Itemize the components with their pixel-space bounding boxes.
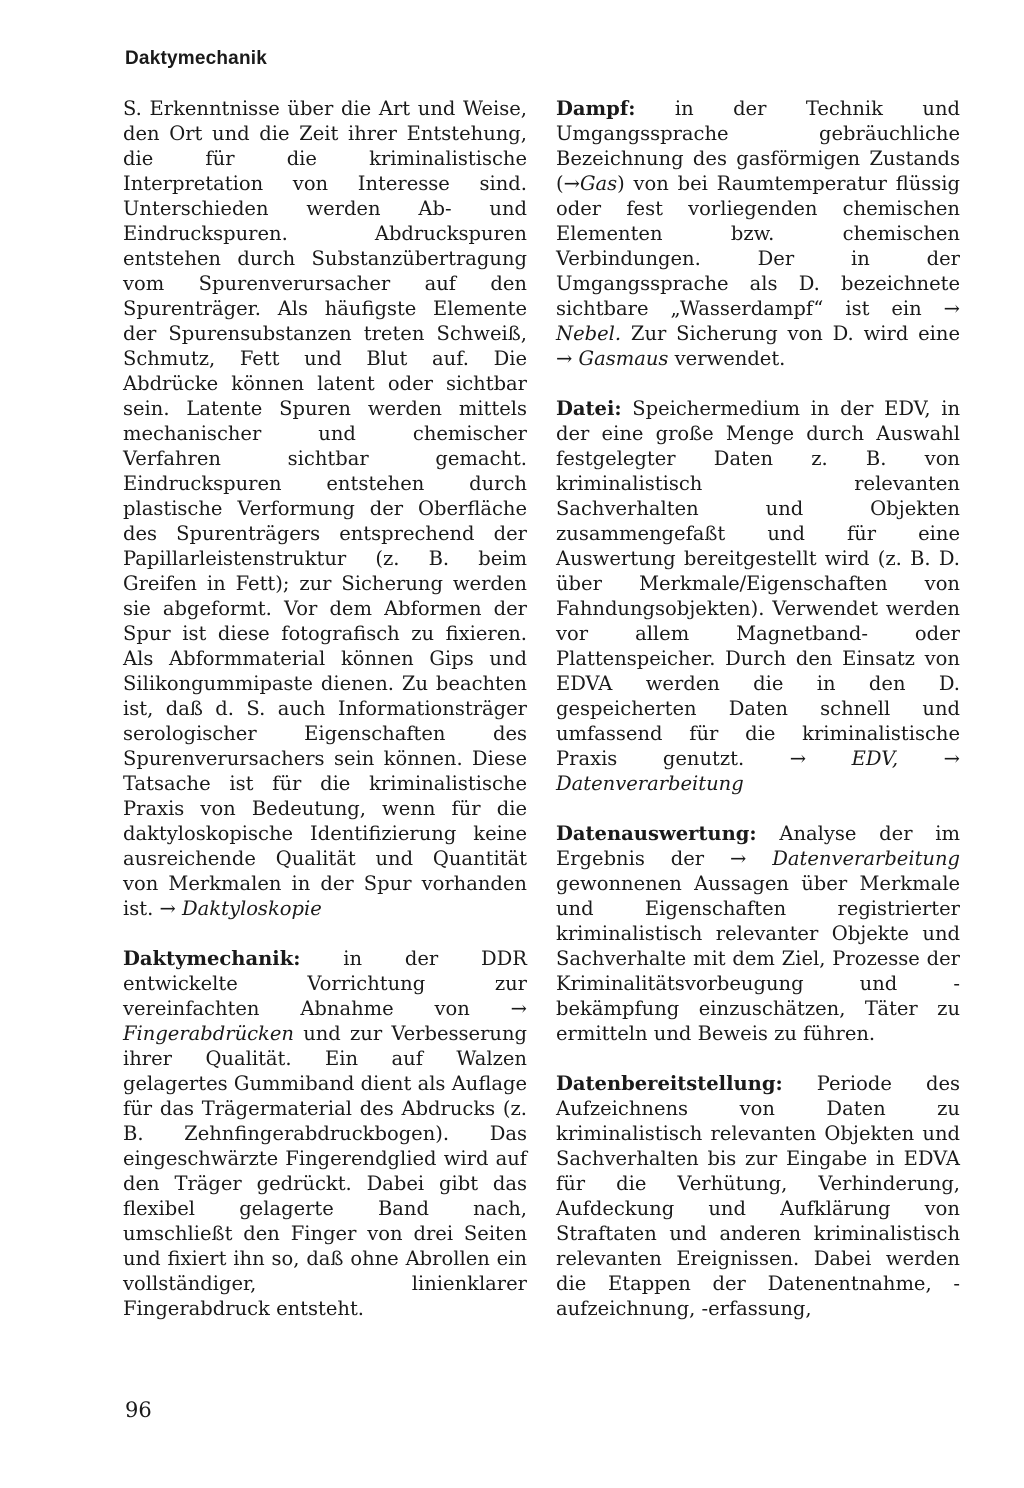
- entry-text: Zur Sicherung von D. wird eine →: [556, 322, 960, 370]
- cross-reference: Fingerabdrücken: [123, 1022, 294, 1045]
- entry-term: Daktymechanik:: [123, 947, 301, 970]
- entry-datenbereitstellung: [556, 1071, 960, 1321]
- cross-reference: Nebel.: [556, 322, 622, 345]
- entry-term: Datei:: [556, 397, 622, 420]
- entry-datei: [556, 396, 960, 796]
- page-number: 96: [125, 1398, 152, 1422]
- entry-text: ) von bei Raumtemperatur flüssig oder fest vorliegenden chemischen Elementen bzw. chemischen Verbindungen. Der in der Umgangssprache als D. bezeichnete sichtbare „Wasserdampf“ ist ein →: [556, 172, 960, 320]
- entry-text: in der DDR entwickelte Vorrichtung zur vereinfachten Abnahme von →: [123, 947, 527, 1020]
- continuation-paragraph: [123, 96, 527, 921]
- left-column: [123, 96, 527, 1321]
- entry-text: Periode des Aufzeichnens von Daten zu kriminalistisch relevanten Objekten und Sachverhalten bis zur Eingabe in EDVA für die Verhütung, Verhinderung, Aufdeckung und Aufklärung von Straftaten und anderen kriminalistisch relevanten Ereignissen. Dabei werden die Etappen der Datenentnahme, -aufzeichnung, -erfassung,: [556, 1072, 960, 1320]
- entry-text: Speichermedium in der EDV, in der eine große Menge durch Auswahl festgelegter Daten z. B. von kriminalistisch relevanten Sachverhalten und Objekten zusammengefaßt und für eine Auswertung bereitgestellt wird (z. B. D. über Merkmale/Eigenschaften von Fahndungsobjekten). Verwendet werden vor allem Magnetband- oder Plattenspeicher. Durch den Einsatz von EDVA werden die in den D. gespeicherten Daten schnell und umfassend für die kriminalistische Praxis genutzt. →: [556, 397, 960, 770]
- cross-reference: Gas: [579, 172, 618, 195]
- cross-reference: EDV,: [851, 747, 899, 770]
- cross-reference: Gasmaus: [578, 347, 669, 370]
- cross-reference: Daktyloskopie: [182, 897, 322, 920]
- cross-reference: Datenverarbeitung: [772, 847, 961, 870]
- entry-text: in der Technik und Umgangssprache gebräuchliche Bezeichnung des gasförmigen Zustands (→: [556, 97, 960, 195]
- entry-datenauswertung: [556, 821, 960, 1046]
- entry-term: Datenauswertung:: [556, 822, 757, 845]
- continuation-text: S. Erkenntnisse über die Art und Weise, den Ort und die Zeit ihrer Entstehung, die für die kriminalistische Interpretation von Interesse sind. Unterschieden werden Ab- und Eindruckspuren. Abdruckspuren entstehen durch Substanzübertragung vom Spurenverursacher auf den Spurenträger. Als häufigste Elemente der Spurensubstanzen treten Schweiß, Schmutz, Fett und Blut auf. Die Abdrücke können latent oder sichtbar sein. Latente Spuren werden mittels mechanischer und chemischer Verfahren sichtbar gemacht. Eindruckspuren entstehen durch plastische Verformung der Oberfläche des Spurenträgers entsprechend der Papillarleistenstruktur (z. B. beim Greifen in Fett); zur Sicherung werden sie abgeformt. Vor dem Abformen der Spur ist diese fotografisch zu fixieren. Als Abformmaterial können Gips und Silikongummipaste dienen. Zu beachten ist, daß d. S. auch Informationsträger serologischer Eigenschaften des Spurenverursachers sein können. Diese Tatsache ist für die kriminalistische Praxis von Bedeutung, wenn für die daktyloskopische Identifizierung keine ausreichende Qualität und Quantität von Merkmalen in der Spur vorhanden ist. →: [123, 97, 527, 920]
- running-head: Daktymechanik: [125, 48, 268, 69]
- entry-text: verwendet.: [674, 347, 786, 370]
- arrow: →: [943, 747, 960, 770]
- entry-text: und zur Verbesserung ihrer Qualität. Ein auf Walzen gelagertes Gummiband dient als Auflage für das Trägermaterial des Abdrucks (z. B. Zehnfingerabdruckbogen). Das eingeschwärzte Fingerendglied wird auf den Träger gedrückt. Dabei gibt das flexibel gelagerte Band nach, umschließt den Finger von drei Seiten und fixiert ihn so, daß ohne Abrollen ein vollständiger, linienklarer Fingerabdruck entsteht.: [123, 1022, 527, 1320]
- entry-term: Datenbereitstellung:: [556, 1072, 783, 1095]
- entry-text: Analyse der im Ergebnis der →: [556, 822, 960, 870]
- entry-term: Dampf:: [556, 97, 636, 120]
- cross-reference: Datenverarbeitung: [556, 772, 744, 795]
- right-column: [556, 96, 960, 1321]
- entry-dampf: [556, 96, 960, 371]
- entry-daktymechanik: [123, 946, 527, 1321]
- entry-text: gewonnenen Aussagen über Merkmale und Eigenschaften registrierter kriminalistisch relevanter Objekte und Sachverhalte mit dem Ziel, Prozesse der Kriminalitätsvorbeugung und -bekämpfung einzuschätzen, Täter zu ermitteln und Beweis zu führen.: [556, 872, 960, 1045]
